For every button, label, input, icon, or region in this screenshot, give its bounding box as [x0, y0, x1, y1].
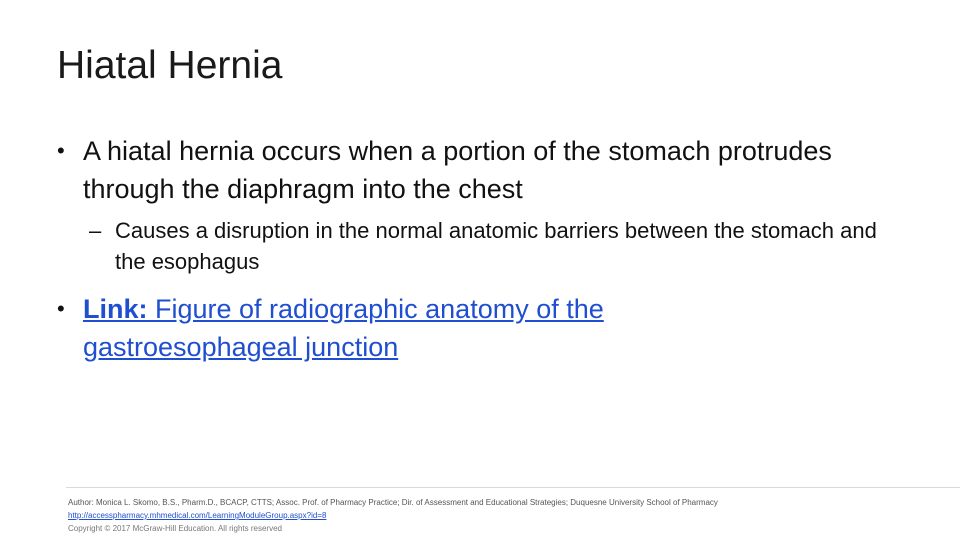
bullet-item — [57, 132, 877, 208]
slide-title: Hiatal Hernia — [57, 44, 283, 87]
sub-bullet-marker: – — [89, 218, 102, 243]
sub-bullet-item — [89, 215, 889, 277]
bullet-text: A hiatal hernia occurs when a portion of the stomach protrudes through the diaphragm into the chest — [83, 136, 832, 204]
sub-bullet-text: Causes a disruption in the normal anatomic barriers between the stomach and the esophagus — [115, 218, 877, 274]
link-text: Figure of radiographic anatomy of the gastroesophageal junction — [83, 294, 604, 362]
footer-copyright: Copyright © 2017 McGraw-Hill Education. All rights reserved — [68, 524, 282, 533]
link-bullet-item — [57, 290, 737, 366]
bullet-marker: • — [57, 296, 65, 321]
link-prefix: Link: — [83, 294, 148, 324]
footer-divider — [66, 487, 960, 488]
footer-url-link[interactable]: http://accesspharmacy.mhmedical.com/LearningModuleGroup.aspx?id=8 — [68, 511, 327, 520]
radiographic-anatomy-link[interactable] — [83, 290, 737, 366]
bullet-marker: • — [57, 138, 65, 163]
footer-author: Author: Monica L. Skomo, B.S., Pharm.D., BCACP, CTTS; Assoc. Prof. of Pharmacy Practice; Dir. of Assessment and Educational Strategies; Duquesne University School of Pharmacy — [68, 498, 718, 507]
